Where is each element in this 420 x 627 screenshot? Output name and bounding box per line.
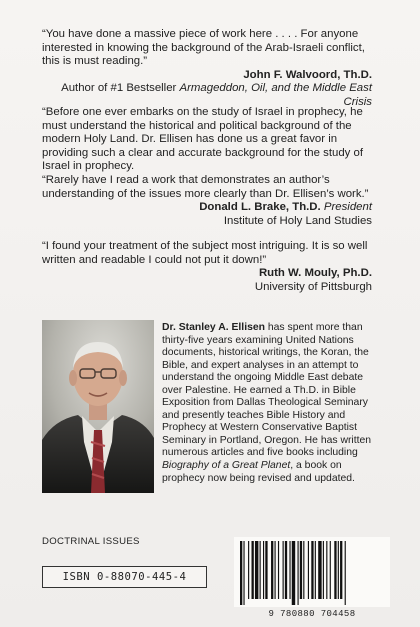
barcode-bar: [265, 541, 267, 599]
barcode-bar: [248, 541, 249, 599]
bio-book-title: Biography of a Great Planet: [162, 460, 291, 472]
quote-author: Donald L. Brake, Th.D. President: [199, 201, 372, 214]
barcode-bar: [278, 541, 279, 599]
quote-text-2: “Rarely have I read a work that demonstrates an author’s understanding of the issues more clearly than Dr. Ellisen’s work.”: [42, 173, 369, 200]
barcode-bar: [345, 541, 346, 605]
barcode-bar: [289, 541, 290, 599]
quote-author: John F. Walvoord, Th.D.: [243, 68, 372, 81]
barcode-bar: [338, 541, 339, 599]
barcode-bar: [330, 541, 331, 599]
barcode-bar: [326, 541, 327, 599]
quote-text: “You have done a massive piece of work here . . . . For anyone interested in knowing the background of the Arab-Israeli conflict, this is must reading.”: [42, 28, 365, 68]
barcode-bar: [315, 541, 316, 599]
isbn-box: ISBN 0-88070-445-4: [42, 566, 207, 588]
barcode-bar: [283, 541, 284, 599]
endorsement-mouly: [42, 240, 372, 294]
barcode-bar: [318, 541, 321, 599]
barcode-bar: [340, 541, 342, 599]
barcode-bar: [298, 541, 299, 605]
barcode-bar: [303, 541, 304, 599]
barcode-bar: [260, 541, 261, 599]
bio-text-end: , a book on prophecy now being revised and updated.: [162, 460, 355, 484]
author-photo: [42, 320, 154, 493]
barcode-bar: [252, 541, 254, 599]
barcode-number: 9 780880 704458: [268, 609, 356, 619]
quote-affiliation: Institute of Holy Land Studies: [223, 214, 372, 227]
endorsement-brake: [42, 106, 372, 228]
barcode-bar: [311, 541, 313, 599]
endorsement-walvoord: [42, 28, 372, 110]
author-name: Dr. Stanley A. Ellisen: [162, 322, 265, 333]
barcode-bar: [300, 541, 302, 599]
barcode-bars: [234, 537, 390, 607]
barcode-bar: [323, 541, 324, 599]
category-label: DOCTRINAL ISSUES: [42, 536, 140, 547]
quote-affiliation: Author of #1 Bestseller Armageddon, Oil, and the Middle East Crisis: [61, 82, 372, 108]
quote-affiliation: University of Pittsburgh: [254, 280, 372, 293]
barcode: [234, 537, 390, 607]
quote-text: “I found your treatment of the subject most intriguing. It is so well written and readable I could not put it down!”: [42, 240, 368, 266]
barcode-bar: [292, 541, 295, 605]
author-biography: [162, 322, 378, 485]
barcode-bar: [255, 541, 258, 599]
barcode-bar: [275, 541, 276, 599]
barcode-bar: [263, 541, 264, 599]
bio-text: has spent more than thirty-five years examining United Nations documents, historical writings, the Koran, the Bible, and expert analyses in an attempt to understand the ongoing Middle East debate over Palestine. He earned a Th.D. in Bible Exposition from Dallas Theological Seminary and presently teaches Bible History and Prophecy at Western Conservative Baptist Seminary in Portland, Oregon. He has written numerous articles and five books including: [162, 322, 372, 459]
quote-author: Ruth W. Mouly, Ph.D.: [258, 267, 372, 280]
barcode-bar: [334, 541, 336, 599]
quote-text: “Before one ever embarks on the study of Israel in prophecy, he must understand the historical and political background of the modern Holy Land. Dr. Ellisen has done us a great favor in providing such a clear and accurate background for the study of Israel in prophecy.: [42, 106, 364, 173]
barcode-bar: [308, 541, 309, 599]
barcode-bar: [243, 541, 244, 605]
author-portrait-illustration: [42, 320, 154, 493]
barcode-bar: [285, 541, 287, 599]
barcode-bar: [240, 541, 242, 605]
barcode-bar: [271, 541, 273, 599]
